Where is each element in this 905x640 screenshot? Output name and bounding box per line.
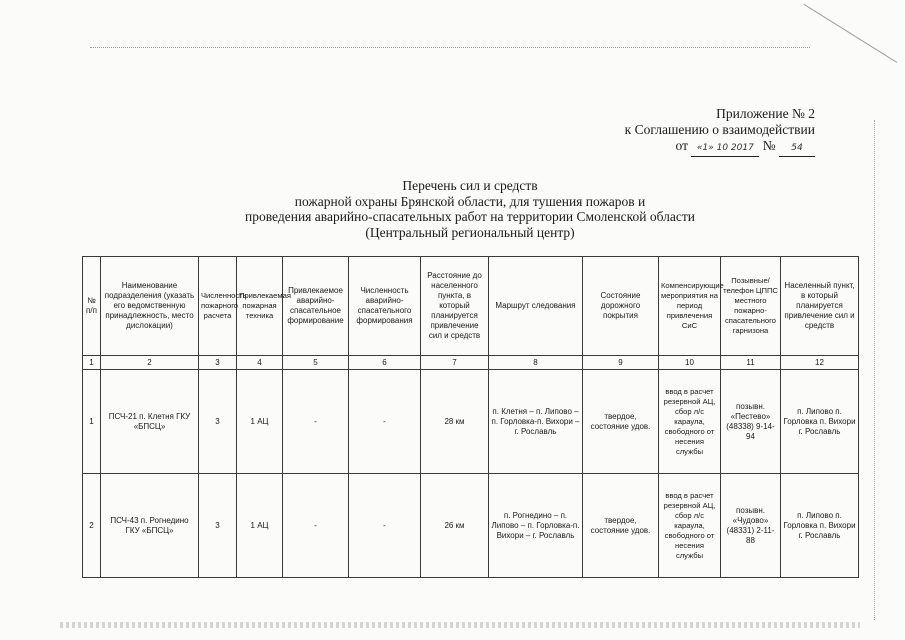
- column-number: 8: [489, 356, 583, 370]
- header-cell: Численность пожарного расчета: [199, 257, 237, 356]
- header-cell: Привлекаемая пожарная техника: [237, 257, 283, 356]
- scan-artifact-top: [90, 47, 810, 48]
- header-cell: Наименование подразделения (указать его ведомственную принадлежность, место дислокации): [101, 257, 199, 356]
- unit-name: ПСЧ-43 п. Рогнедино ГКУ «БПСЦ»: [101, 474, 199, 578]
- callsign-phone: позывн. «Чудово» (48331) 2-11-88: [721, 474, 781, 578]
- header-cell: Расстояние до населенного пункта, в который планируется привлечение сил и средств: [421, 257, 489, 356]
- title-line-4: (Центральный региональный центр): [365, 224, 575, 240]
- rescue-unit: -: [283, 370, 349, 474]
- settlement: п. Липово п. Горловка п. Вихори г. Рославль: [781, 474, 859, 578]
- column-number: 12: [781, 356, 859, 370]
- scan-artifact-diagonal: [803, 4, 897, 63]
- forces-table: [82, 256, 859, 578]
- rescue-unit: -: [283, 474, 349, 578]
- route: п. Рогнедино – п. Липово – п. Горловка-п. Вихори – г. Рославль: [489, 474, 583, 578]
- equipment: 1 АЦ: [237, 370, 283, 474]
- column-number: 5: [283, 356, 349, 370]
- number-label: №: [762, 138, 776, 153]
- appendix-line-3: [625, 138, 815, 157]
- header-cell: Численность аварийно-спасательного формирования: [349, 257, 421, 356]
- compensation-measures: ввод в расчет резервной АЦ, сбор л/с караула, свободного от несения службы: [659, 370, 721, 474]
- header-cell: Компенсирующие мероприятия на период привлечения СиС: [659, 257, 721, 356]
- scan-artifact-bottom: [60, 622, 860, 628]
- column-number: 11: [721, 356, 781, 370]
- callsign-phone: позывн. «Пестево» (48338) 9-14-94: [721, 370, 781, 474]
- header-cell: № п/п: [83, 257, 101, 356]
- column-number: 6: [349, 356, 421, 370]
- column-number: 10: [659, 356, 721, 370]
- document-title: [160, 178, 780, 240]
- header-cell: Позывные/ телефон ЦППС местного пожарно-спасательного гарнизона: [721, 257, 781, 356]
- route: п. Клетня – п. Липово – п. Горловка-п. Вихори – г. Рославль: [489, 370, 583, 474]
- from-label: от: [675, 138, 688, 153]
- rescue-count: -: [349, 474, 421, 578]
- column-number-row: [83, 356, 859, 370]
- appendix-line-1: Приложение № 2: [716, 106, 815, 121]
- distance: 26 км: [421, 474, 489, 578]
- title-line-2: пожарной охраны Брянской области, для тушения пожаров и: [294, 193, 646, 209]
- title-line-1: Перечень сил и средств: [402, 178, 538, 193]
- column-number: 3: [199, 356, 237, 370]
- unit-name: ПСЧ-21 п. Клетня ГКУ «БПСЦ»: [101, 370, 199, 474]
- header-cell: Населенный пункт, в который планируется привлечение сил и средств: [781, 257, 859, 356]
- appendix-header: [625, 106, 815, 157]
- appendix-line-2: к Соглашению о взаимодействии: [624, 122, 815, 137]
- settlement: п. Липово п. Горловка п. Вихори г. Рославль: [781, 370, 859, 474]
- scan-artifact-edge: [874, 120, 875, 620]
- handwritten-number: 54: [779, 140, 815, 157]
- header-cell: Привлекаемое аварийно-спасательное формирование: [283, 257, 349, 356]
- table-row: [83, 370, 859, 474]
- equipment: 1 АЦ: [237, 474, 283, 578]
- header-cell: Состояние дорожного покрытия: [583, 257, 659, 356]
- distance: 28 км: [421, 370, 489, 474]
- table-row: [83, 474, 859, 578]
- column-number: 7: [421, 356, 489, 370]
- column-number: 9: [583, 356, 659, 370]
- road-condition: твердое, состояние удов.: [583, 370, 659, 474]
- compensation-measures: ввод в расчет резервной АЦ, сбор л/с караула, свободного от несения службы: [659, 474, 721, 578]
- road-condition: твердое, состояние удов.: [583, 474, 659, 578]
- column-number: 2: [101, 356, 199, 370]
- handwritten-date: «1» 10 2017: [691, 140, 759, 157]
- crew-count: 3: [199, 474, 237, 578]
- row-number: 1: [83, 370, 101, 474]
- table-header-row: [83, 257, 859, 356]
- rescue-count: -: [349, 370, 421, 474]
- crew-count: 3: [199, 370, 237, 474]
- column-number: 4: [237, 356, 283, 370]
- column-number: 1: [83, 356, 101, 370]
- row-number: 2: [83, 474, 101, 578]
- title-line-3: проведения аварийно-спасательных работ на территории Смоленской области: [245, 209, 695, 224]
- header-cell: Маршрут следования: [489, 257, 583, 356]
